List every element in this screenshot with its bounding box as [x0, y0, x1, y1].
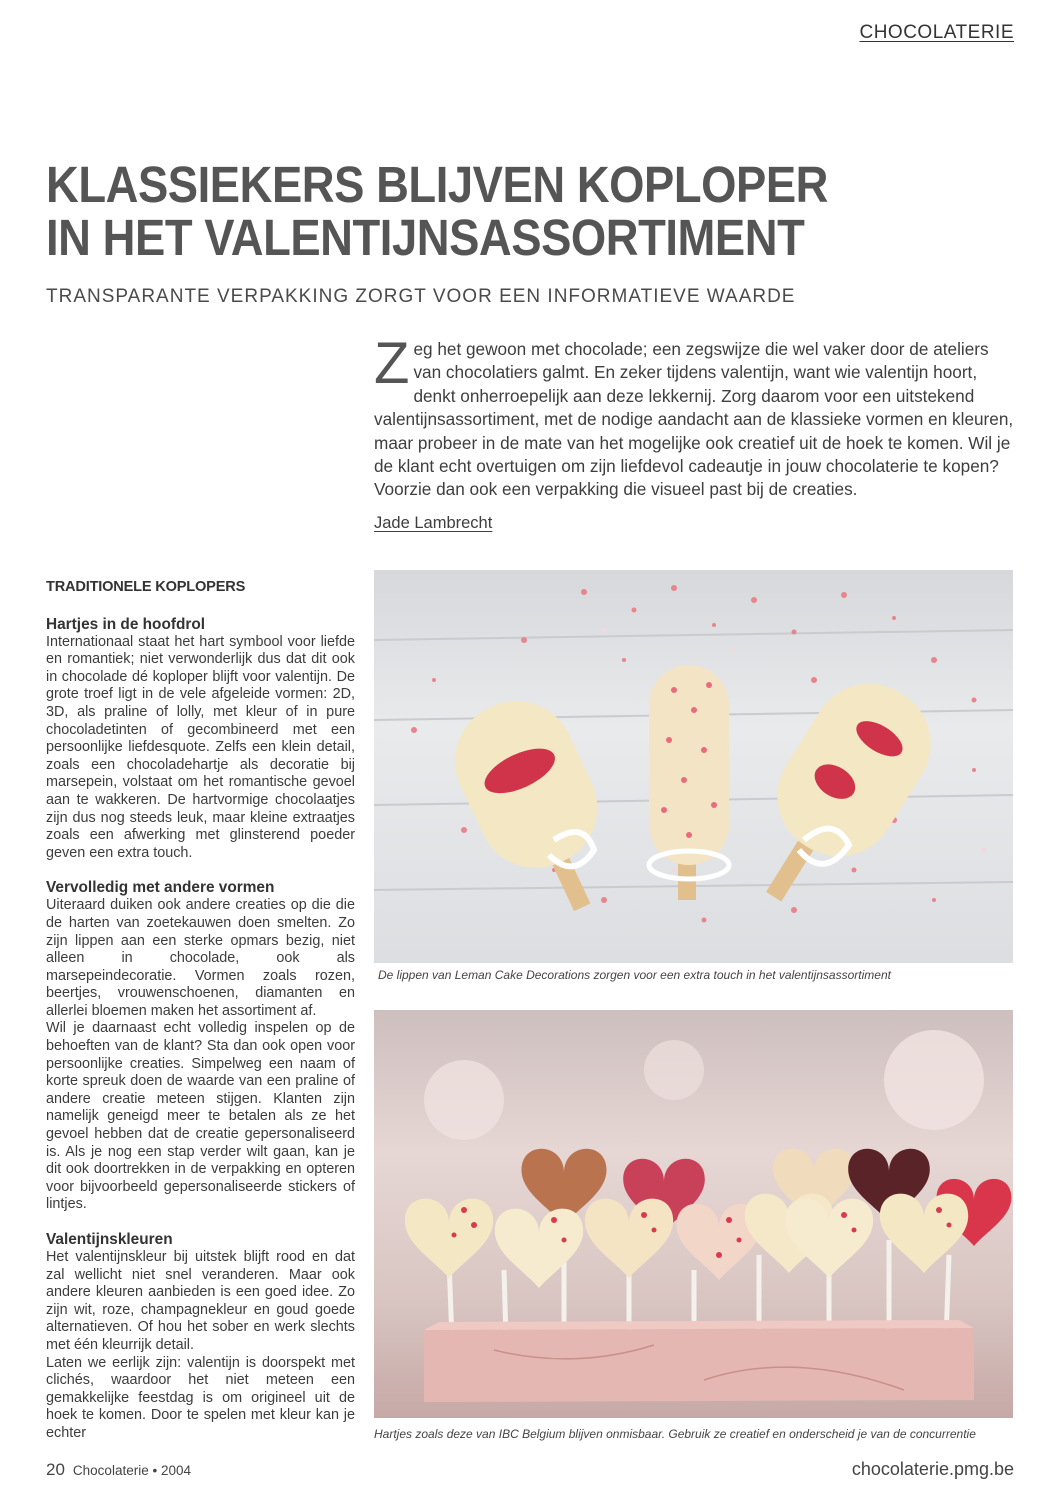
- paragraph-cliches: Laten we eerlijk zijn: valentijn is doorspekt met clichés, waardoor het niet meteen een gemakkelijke feestdag is om origineel uit de hoek te komen. Door te spelen met kleur kan je echter: [46, 1354, 355, 1441]
- lips-cakesicles-illustration: [374, 570, 1013, 963]
- paragraph-colors: Het valentijnskleur bij uitstek blijft rood en dat zal wellicht niet snel veranderen. Maar ook andere kleuren aanbieden is een goed idee. Zo zijn wit, roze, champagnekleur en goud goede alternatieven. Of hou het sober en werk slechts met één kleurrijk detail.: [46, 1249, 355, 1353]
- page-number: 20: [46, 1460, 65, 1479]
- body-column: [46, 579, 355, 1443]
- intro-paragraph: [374, 331, 1016, 502]
- subheading-colors: Valentijnskleuren: [46, 1231, 173, 1248]
- author-byline[interactable]: Jade Lambrecht: [374, 514, 493, 532]
- caption-lips: De lippen van Leman Cake Decorations zorgen voor een extra touch in het valentijnsassortiment: [378, 968, 891, 982]
- photo-heart-lollies: [374, 1010, 1013, 1418]
- article-headline: [46, 158, 900, 264]
- paragraph-shapes: Uiteraard duiken ook andere creaties op die die de harten van zoetekauwen doen smelten. Zo zijn lippen aan een sterke opmars bezig, niet alleen in chocolade, ook als marsepeindecoratie. Vormen zoals rozen, beertjes, vrouwenschoenen, diamanten en allerlei bloemen maken het assortiment af.: [46, 897, 355, 1019]
- paragraph-personal: Wil je daarnaast echt volledig inspelen op de behoeften van de klant? Sta dan ook open voor persoonlijke creaties. Simpelweg een naam of korte spreuk doen de waarde van een praline of andere creatie meteen stijgen. Klanten zijn namelijk geneigd meer te betalen als ze het gevoel hebben dat de creatie gepersonaliseerd is. Als je nog een stap verder wilt gaan, kan je dit ook doortrekken in de verpakking en opteren voor bijvoorbeeld gepersonaliseerde stickers of lintjes.: [46, 1020, 355, 1213]
- intro-text: eg het gewoon met chocolade; een zegswijze die wel vaker door de ateliers van chocolatiers galmt. En zeker tijdens valentijn, want wie valentijn hoort, denkt onherroepelijk aan deze lekkernij. Zorg daarom voor een uitstekend valentijnsassortiment, met de nodige aandacht aan de klassieke vormen en kleuren, maar probeer in de mate van het mogelijke ook creatief uit de hoek te komen. Wil je de klant echt overtuigen om zijn liefdevol cadeautje in jouw chocolaterie te kopen? Voorzie dan ook een verpakking die visueel past bij de creaties.: [374, 339, 1014, 500]
- headline-line-2: IN HET VALENTIJNSASSORTIMENT: [46, 209, 805, 266]
- article-subtitle: TRANSPARANTE VERPAKKING ZORGT VOOR EEN INFORMATIEVE WAARDE: [46, 286, 796, 307]
- headline-line-1: KLASSIEKERS BLIJVEN KOPLOPER: [46, 156, 829, 213]
- subheading-shapes: Vervolledig met andere vormen: [46, 879, 275, 897]
- footer-left: [46, 1460, 191, 1480]
- subheading-hearts: Hartjes in de hoofdrol: [46, 615, 206, 633]
- drop-cap: Z: [374, 331, 410, 396]
- paragraph-hearts: Internationaal staat het hart symbool voor liefde en romantiek; niet verwonderlijk dus dat dit ook in chocolade dé koploper blijft voor valentijn. De grote troef ligt in de vele afgeleide vormen: 2D, 3D, als praline of lolly, met kleur of in pure chocoladetinten of gecombineerd met een persoonlijke liefdesquote. Zelfs een klein detail, zoals een chocoladehartje als decoratie bij marsepein, volstaat om het romantische gevoel aan te wakkeren. De hartvormige chocolaatjes zijn dus nog steeds leuk, maar kleine extraatjes zoals een afwerking met glinsterend poeder geven een extra touch.: [46, 633, 355, 861]
- section-heading: TRADITIONELE KOPLOPERS: [46, 579, 246, 595]
- heart-lollies-illustration: [374, 1010, 1013, 1418]
- website-link[interactable]: chocolaterie.pmg.be: [851, 1459, 1014, 1479]
- publication-name: Chocolaterie • 2004: [72, 1463, 191, 1478]
- caption-hearts: Hartjes zoals deze van IBC Belgium blijven onmisbaar. Gebruik ze creatief en onderscheid je van de concurrentie: [374, 1427, 976, 1441]
- photo-lips-cakesicles: [374, 570, 1013, 963]
- section-tag[interactable]: CHOCOLATERIE: [859, 22, 1014, 43]
